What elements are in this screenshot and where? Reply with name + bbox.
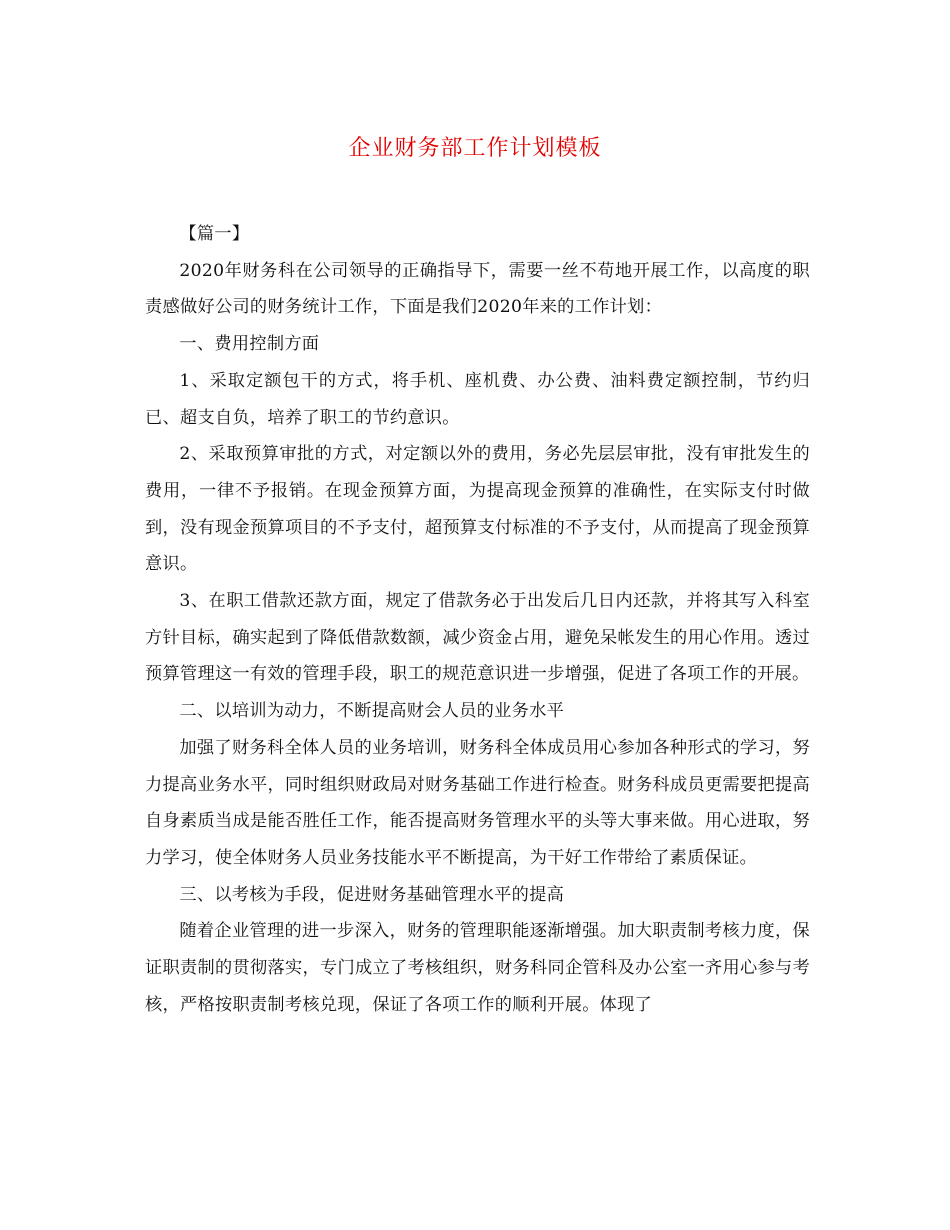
section-heading-training: 二、以培训为动力，不断提高财会人员的业务水平 [179, 701, 565, 722]
document-title: 企业财务部工作计划模板 [348, 136, 602, 161]
intro-paragraph: 2020年财务科在公司领导的正确指导下，需要一丝不苟地开展工作，以高度的职责感做好公司的财务统计工作，下面是我们2020年来的工作计划： [145, 260, 810, 318]
cost-control-item-3: 3、在职工借款还款方面，规定了借款务必于出发后几日内还款，并将其写入科室方针目标，确实起到了降低借款数额，减少资金占用，避免呆帐发生的用心作用。透过预算管理这一有效的管理手段，职工的规范意识进一步增强，促进了各项工作的开展。 [145, 591, 810, 685]
section-heading-assessment: 三、以考核为手段，促进财务基础管理水平的提高 [179, 884, 565, 905]
assessment-paragraph: 随着企业管理的进一步深入，财务的管理职能逐渐增强。加大职责制考核力度，保证职责制的贯彻落实，专门成立了考核组织，财务科同企管科及办公室一齐用心参与考核，严格按职责制考核兑现，保证了各项工作的顺利开展。体现了 [145, 921, 810, 1015]
document-body [145, 216, 810, 1023]
section-heading-cost-control: 一、费用控制方面 [179, 334, 320, 355]
cost-control-item-1: 1、采取定额包干的方式，将手机、座机费、办公费、油料费定额控制，节约归已、超支自负，培养了职工的节约意识。 [145, 370, 810, 428]
training-paragraph: 加强了财务科全体人员的业务培训，财务科全体成员用心参加各种形式的学习，努力提高业务水平，同时组织财政局对财务基础工作进行检查。财务科成员更需要把提高自身素质当成是能否胜任工作，能否提高财务管理水平的头等大事来做。用心进取，努力学习，使全体财务人员业务技能水平不断提高，为干好工作带给了素质保证。 [145, 737, 810, 868]
cost-control-item-2: 2、采取预算审批的方式，对定额以外的费用，务必先层层审批，没有审批发生的费用，一律不予报销。在现金预算方面，为提高现金预算的准确性，在实际支付时做到，没有现金预算项目的不予支付，超预算支付标准的不予支付，从而提高了现金预算意识。 [145, 444, 810, 575]
section-heading-part-one: 【篇一】 [179, 224, 250, 244]
